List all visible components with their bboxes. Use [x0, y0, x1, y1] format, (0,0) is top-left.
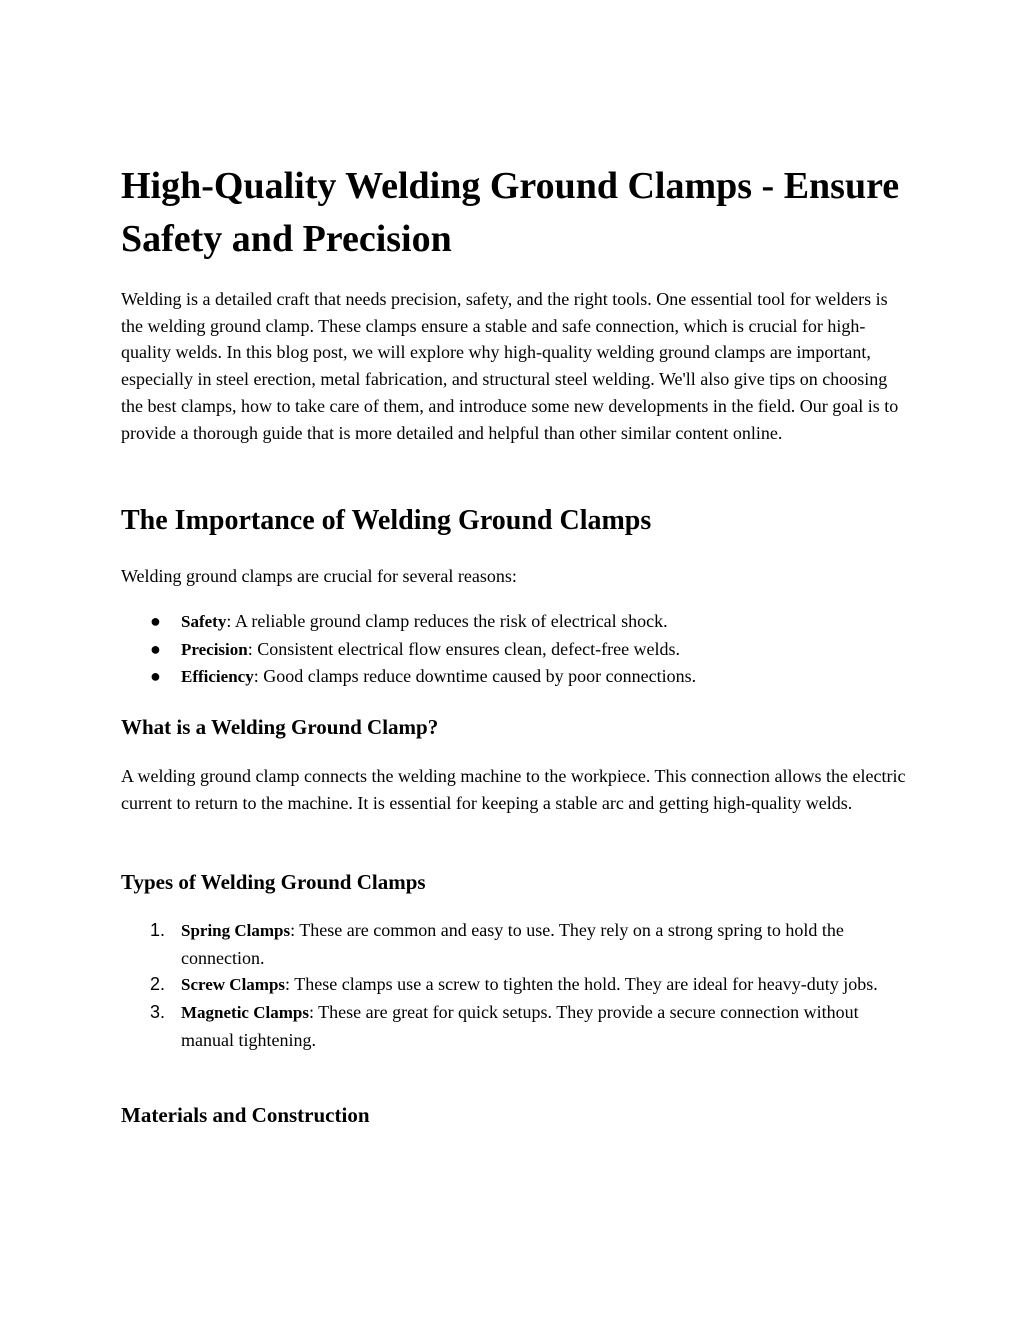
types-heading: Types of Welding Ground Clamps [121, 870, 426, 894]
list-item-term: Magnetic Clamps [181, 1003, 309, 1023]
list-item-text: : These are great for quick setups. They provide a secure connection without manual tightening. [181, 1002, 859, 1050]
list-item [121, 917, 911, 971]
list-number: 1. [150, 920, 166, 940]
importance-heading: The Importance of Welding Ground Clamps [121, 505, 652, 536]
materials-heading: Materials and Construction [121, 1103, 370, 1127]
list-number: 3. [150, 1002, 166, 1023]
bullet-icon: ● [150, 638, 161, 659]
list-item-text: : Good clamps reduce downtime caused by poor connections. [253, 666, 697, 687]
list-item-term: Spring Clamps [181, 921, 291, 940]
bullet-icon: ● [150, 611, 161, 631]
page-title: High-Quality Welding Ground Clamps - Ensure Safety and Precision [121, 165, 900, 260]
list-item-text: : These are common and easy to use. They rely on a strong spring to hold the connection. [181, 920, 844, 968]
bullet-icon: ● [150, 666, 161, 687]
list-item [121, 663, 911, 691]
list-number: 2. [150, 974, 166, 995]
list-item [121, 636, 911, 664]
list-item-term: Screw Clamps [181, 975, 286, 995]
list-item-text: : A reliable ground clamp reduces the risk of electrical shock. [226, 611, 668, 631]
list-item-term: Efficiency [181, 667, 254, 687]
importance-list [121, 608, 911, 691]
list-item-text: : Consistent electrical flow ensures clean, defect-free welds. [247, 638, 681, 659]
what-is-paragraph: A welding ground clamp connects the welding machine to the workpiece. This connection allows the electric current to return to the machine. It is essential for keeping a stable arc and getting high-quality welds. [121, 766, 906, 813]
what-is-heading: What is a Welding Ground Clamp? [121, 715, 439, 739]
list-item [121, 999, 911, 1053]
importance-lead: Welding ground clamps are crucial for several reasons: [121, 566, 517, 586]
intro-paragraph: Welding is a detailed craft that needs precision, safety, and the right tools. One essential tool for welders is the welding ground clamp. These clamps ensure a stable and safe connection, which is crucial for high-quality welds. In this blog post, we will explore why high-quality welding ground clamps are important, especially in steel erection, metal fabrication, and structural steel welding. We'll also give tips on choosing the best clamps, how to take care of them, and introduce some new developments in the field. Our goal is to provide a thorough guide that is more detailed and helpful than other similar content online. [121, 289, 899, 443]
types-list [121, 917, 911, 1054]
list-item [121, 608, 911, 636]
list-item-text: : These clamps use a screw to tighten the hold. They are ideal for heavy-duty jobs. [285, 974, 878, 995]
list-item [121, 971, 911, 999]
list-item-term: Precision [181, 639, 248, 659]
list-item-term: Safety [181, 612, 227, 631]
